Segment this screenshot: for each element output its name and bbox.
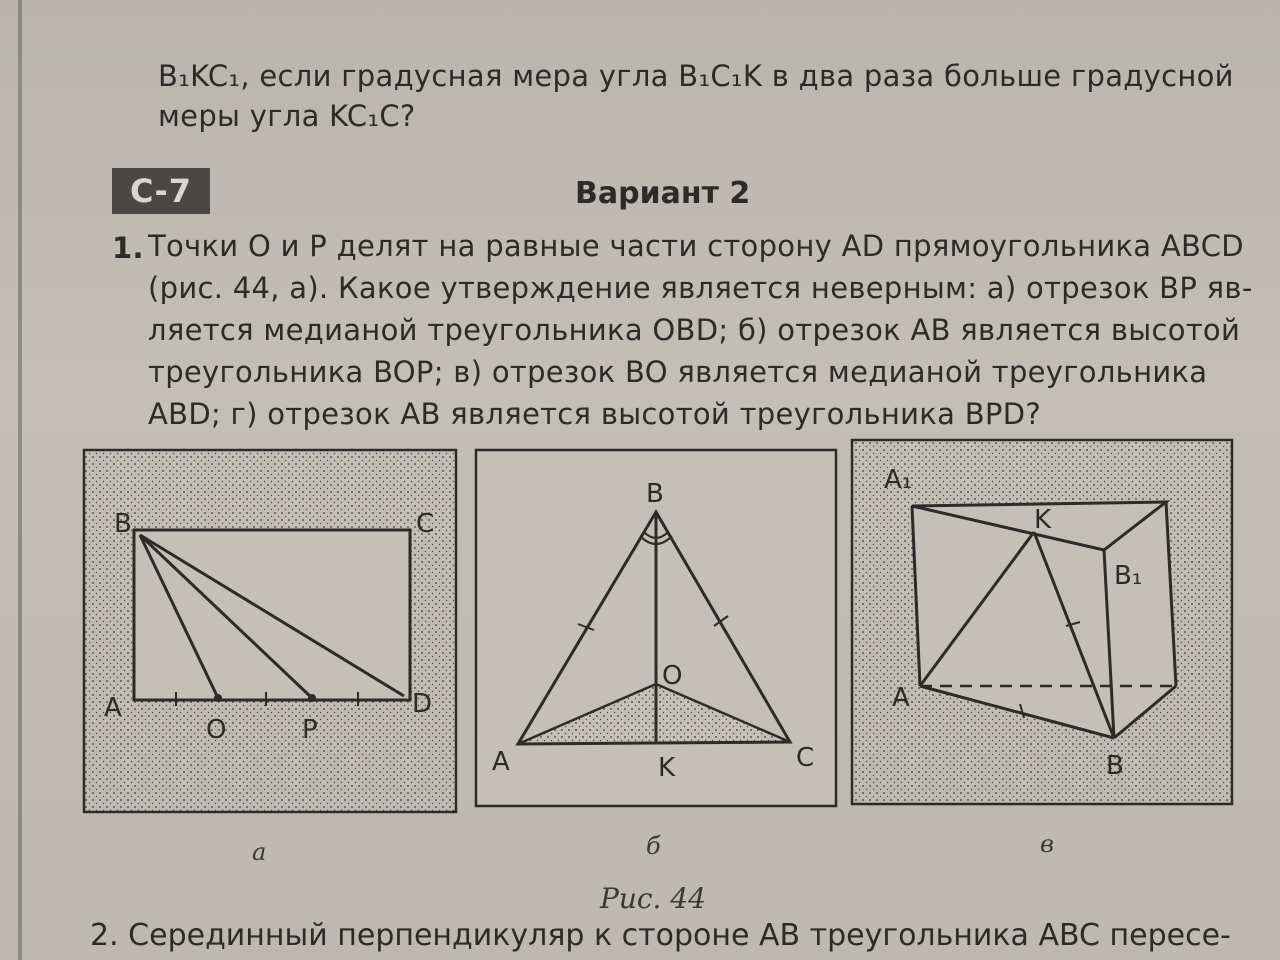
label-c: C <box>416 509 435 539</box>
problem-line-4: треугольника BOP; в) отрезок BO является медианой треугольника <box>148 355 1208 389</box>
problem-line-5: ABD; г) отрезок AB является высотой треугольника BPD? <box>148 397 1042 431</box>
problem-line-1: Точки O и P делят на равные части сторону AD прямоугольника ABCD <box>148 229 1244 263</box>
label-a: A <box>892 683 910 713</box>
label-p: P <box>302 715 318 745</box>
figure-caption: Рис. 44 <box>600 882 706 915</box>
label-a1: A₁ <box>884 465 913 495</box>
top-text-line-1: B₁KC₁, если градусная мера угла B₁C₁K в два раза больше градусной <box>158 59 1234 93</box>
problem-line-2: (рис. 44, а). Какое утверждение является неверным: а) отрезок BP яв- <box>148 271 1253 305</box>
problem-line-3: ляется медианой треугольника OBD; б) отрезок AB является высотой <box>148 313 1241 347</box>
figure-v <box>852 440 1232 804</box>
label-d: D <box>412 689 433 719</box>
problem-number: 1. <box>112 231 144 265</box>
point-p <box>308 694 316 702</box>
point-o <box>214 694 222 702</box>
label-o: O <box>662 661 683 691</box>
label-o: O <box>206 715 227 745</box>
label-c: C <box>796 743 815 773</box>
label-k: K <box>658 753 676 783</box>
label-b: B <box>1106 751 1124 781</box>
label-b: B <box>646 479 664 509</box>
label-a: A <box>492 747 510 777</box>
label-b: B <box>114 509 132 539</box>
label-k: K <box>1034 505 1052 535</box>
figure-a <box>84 450 456 812</box>
top-text-line-2: меры угла KC₁C? <box>158 99 416 133</box>
next-problem-cut-text: 2. Серединный перпендикуляр к стороне AB треугольника ABC пересе- <box>90 918 1231 953</box>
figure-b-label: б <box>646 832 661 860</box>
figure-a-label: а <box>252 838 267 866</box>
figure-b <box>476 450 836 806</box>
label-b1: B₁ <box>1114 561 1143 591</box>
figure-v-label: в <box>1040 830 1054 858</box>
label-a: A <box>104 693 122 723</box>
section-badge: С-7 <box>112 168 210 214</box>
variant-title: Вариант 2 <box>575 176 751 211</box>
